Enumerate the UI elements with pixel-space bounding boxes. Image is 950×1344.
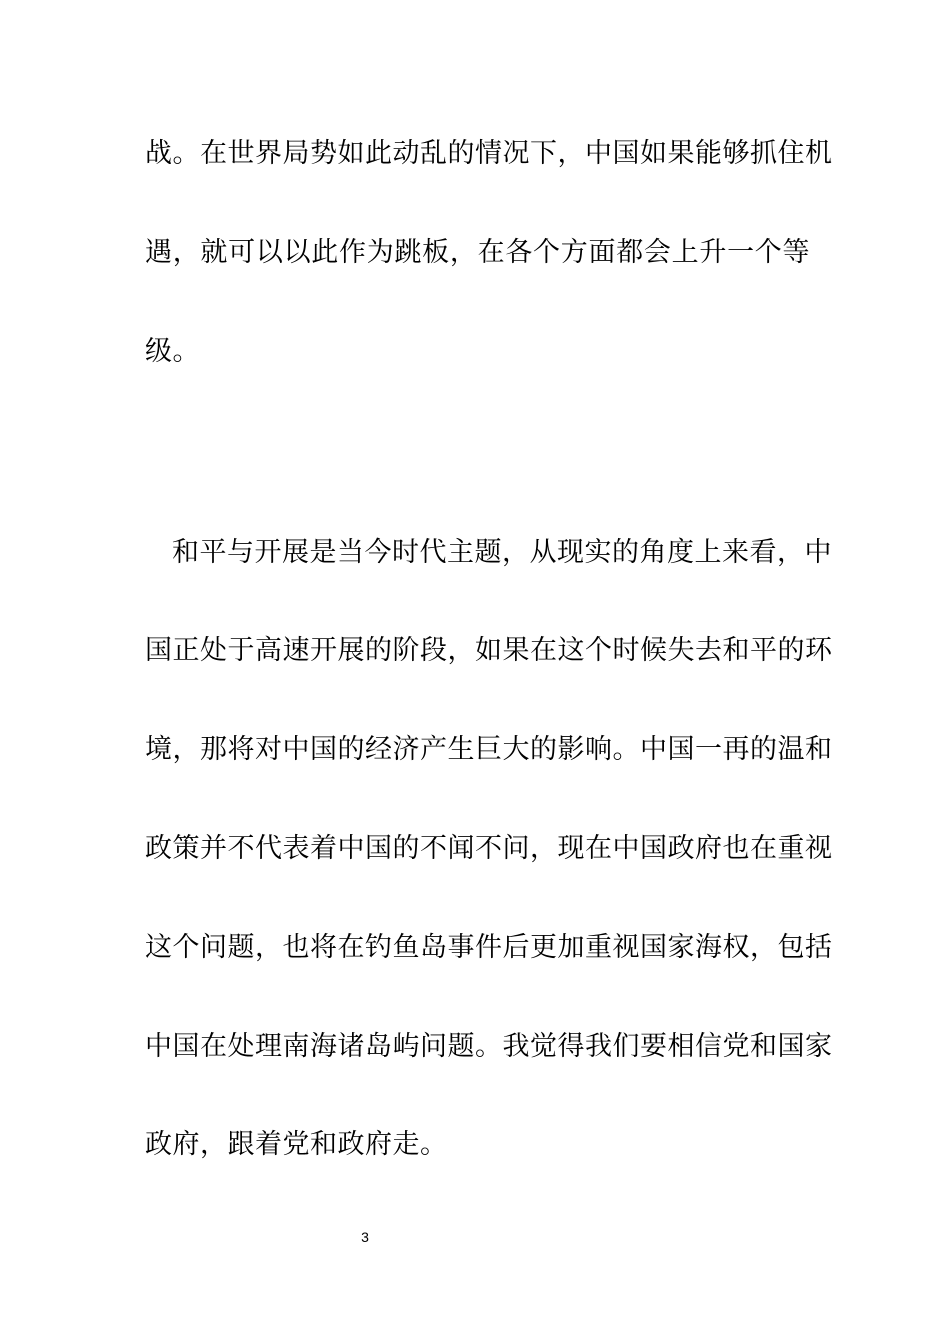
text-line: 战。在世界局势如此动乱的情况下，中国如果能够抓住机	[145, 138, 833, 169]
text-line: 政府，跟着党和政府走。	[145, 1129, 448, 1160]
text-line: 境，那将对中国的经济产生巨大的影响。中国一再的温和	[145, 734, 833, 765]
page-number: 3	[361, 1229, 369, 1245]
text-line: 遇，就可以以此作为跳板，在各个方面都会上升一个等	[145, 237, 810, 268]
text-line: 国正处于高速开展的阶段，如果在这个时候失去和平的环	[145, 635, 833, 666]
text-line: 级。	[145, 336, 200, 367]
text-line: 政策并不代表着中国的不闻不问，现在中国政府也在重视	[145, 833, 833, 864]
text-line: 中国在处理南海诸岛屿问题。我觉得我们要相信党和国家	[145, 1031, 833, 1062]
text-line: 和平与开展是当今时代主题，从现实的角度上来看，中	[172, 537, 832, 568]
text-line: 这个问题，也将在钓鱼岛事件后更加重视国家海权，包括	[145, 932, 833, 963]
